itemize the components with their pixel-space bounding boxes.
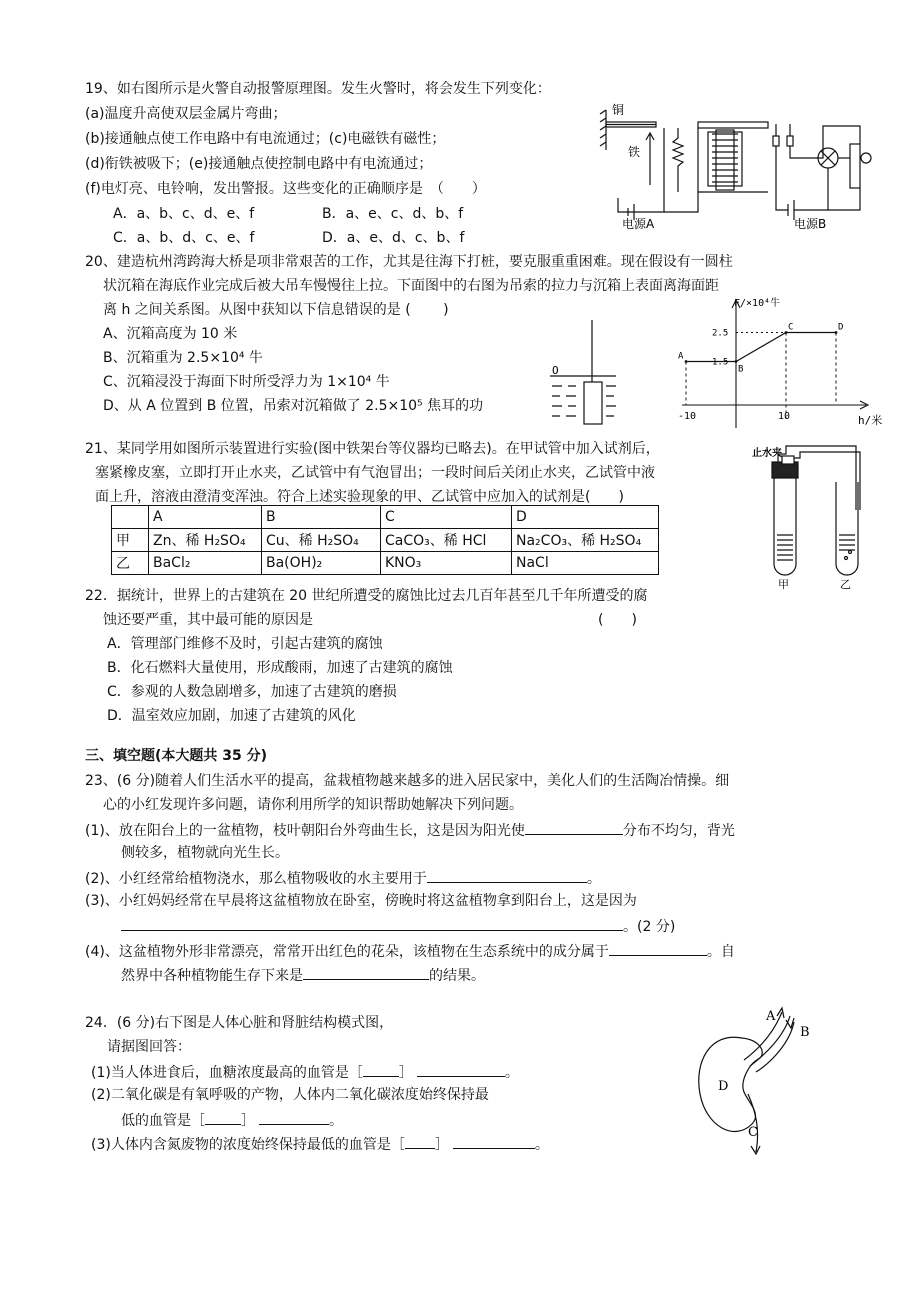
table-cell: 甲 (112, 529, 149, 552)
y-tick-label: 2.5 (712, 328, 729, 339)
q23-part-4 (85, 941, 735, 961)
q23-part-2 (85, 868, 601, 888)
q23-p3-text-b: 。(2 分) (623, 919, 676, 935)
q23-part-1 (85, 820, 735, 840)
table-cell: Cu、稀 H₂SO₄ (262, 529, 381, 552)
q24-p2-name-blank[interactable] (259, 1110, 329, 1125)
q19-option-a: A．a、b、c、d、e、f (113, 206, 255, 222)
table-cell: NaCl (512, 552, 659, 575)
tube-jia-label: 甲 (778, 578, 789, 591)
q24-line-2: 请据图回答： (107, 1039, 191, 1055)
table-header-cell: C (381, 506, 512, 529)
series-line (686, 333, 836, 362)
q23-p2-text-a: (2)、小红经常给植物浇水，那么植物吸收的水主要用于 (85, 871, 427, 887)
q23-p3-answer-blank[interactable] (121, 916, 623, 931)
q22-line-2: 蚀还要严重，其中最可能的原因是 (103, 612, 313, 628)
q20-line-3: 离 h 之间关系图。从图中获知以下信息错误的是 ( ) (103, 302, 449, 318)
q24-part-3 (91, 1134, 549, 1154)
x-tick-label: -10 (678, 411, 697, 422)
q21-line-2: 塞紧橡皮塞，立即打开止水夹，乙试管中有气泡冒出；一段时间后关闭止水夹，乙试管中液 (95, 465, 655, 481)
data-point (685, 360, 688, 363)
q23-p1-text-b: 分布不均匀，背光 (622, 823, 735, 839)
q23-line-1: 23、(6 分)随着人们生活水平的提高，盆栽植物越来越多的进入居民家中，美化人们的生活陶冶情操。细 (85, 773, 730, 789)
q22-line-1: 22．据统计，世界上的古建筑在 20 世纪所遭受的腐蚀比过去几百年甚至几千年所遭受的腐 (85, 588, 648, 604)
point-label: C (788, 322, 794, 333)
q19-option-d: D．a、e、d、c、b、f (322, 230, 465, 246)
q23-p2-answer-blank[interactable] (427, 868, 587, 883)
section-3-title: 三、填空题(本大题共 35 分) (85, 748, 268, 764)
q22-answer-paren: ( ) (598, 612, 637, 628)
y-axis-label: F/×10⁴牛 (734, 298, 781, 309)
q20-line-2: 状沉箱在海底作业完成后被大吊车慢慢往上拉。下面图中的右图为吊索的拉力与沉箱上表面离海面距 (103, 278, 719, 294)
q22-option-b: B．化石燃料大量使用，形成酸雨，加速了古建筑的腐蚀 (107, 660, 453, 676)
q19-line-de: (d)衔铁被吸下；(e)接通触点使控制电路中有电流通过； (85, 156, 433, 172)
x-tick-label: 10 (778, 411, 791, 422)
data-point (735, 360, 738, 363)
fire-alarm-circuit-diagram (598, 100, 880, 230)
q22-option-a: A．管理部门维修不及时，引起古建筑的腐蚀 (107, 636, 383, 652)
water-clamp-label: 止水夹 (752, 448, 782, 459)
test-tube-apparatus (752, 440, 872, 590)
point-label: A (678, 351, 684, 362)
q20-option-a: A、沉箱高度为 10 米 (103, 326, 238, 342)
label-b: B (800, 1025, 810, 1040)
q19-option-c: C．a、b、d、c、e、f (113, 230, 255, 246)
q24-p2-text-c: ］ (241, 1113, 255, 1129)
q20-option-c: C、沉箱浸没于海面下时所受浮力为 1×10⁴ 牛 (103, 374, 390, 390)
q19-option-b: B．a、e、c、d、b、f (322, 206, 464, 222)
label-a: A (766, 1009, 776, 1024)
table-header-row (112, 506, 659, 529)
q24-p3-letter-blank[interactable] (405, 1134, 435, 1149)
kidney-diagram (690, 1002, 830, 1162)
q23-p2-text-b: 。 (586, 871, 601, 887)
table-header-cell: D (512, 506, 659, 529)
q20-option-b: B、沉箱重为 2.5×10⁴ 牛 (103, 350, 263, 366)
q24-p3-text-a: (3)人体内含氮废物的浓度始终保持最低的血管是［ (91, 1137, 405, 1153)
q21-line-3: 面上升，溶液由澄清变浑浊。符合上述实验现象的甲、乙试管中应加入的试剂是( ) (95, 489, 624, 505)
q23-p4-answer-blank-1[interactable] (609, 941, 707, 956)
q23-p1-text-c: 侧较多，植物就向光生长。 (121, 845, 289, 861)
data-point (835, 331, 838, 334)
power-source-a-label: 电源A (622, 217, 655, 231)
q24-p3-text-c: 。 (534, 1137, 549, 1153)
q19-stem: 19、如右图所示是火警自动报警原理图。发生火警时，将会发生下列变化： (85, 81, 551, 97)
y-tick-label: 1.5 (712, 357, 729, 368)
table-cell: Na₂CO₃、稀 H₂SO₄ (512, 529, 659, 552)
q20-line-1: 20、建造杭州湾跨海大桥是项非常艰苦的工作，尤其是往海下打桩，要克服重重困难。现在假设有一圆柱 (85, 254, 733, 270)
table-cell: BaCl₂ (149, 552, 262, 575)
power-source-b-label: 电源B (794, 217, 827, 231)
q23-part-4-cont (121, 965, 485, 985)
q23-p1-answer-blank[interactable] (525, 820, 623, 835)
q19-line-bc: (b)接通触点使工作电路中有电流通过；(c)电磁铁有磁性； (85, 131, 446, 147)
q22-option-c: C．参观的人数急剧增多，加速了古建筑的磨损 (107, 684, 397, 700)
q24-part-1 (91, 1062, 519, 1082)
table-cell: Ba(OH)₂ (262, 552, 381, 575)
table-header-cell: A (149, 506, 262, 529)
q23-p4-text-a: (4)、这盆植物外形非常漂亮，常常开出红色的花朵，该植物在生态系统中的成分属于 (85, 944, 609, 960)
table-cell: CaCO₃、稀 HCl (381, 529, 512, 552)
table-header-cell: B (262, 506, 381, 529)
q23-p3-text-a: (3)、小红妈妈经常在早晨将这盆植物放在卧室，傍晚时将这盆植物拿到阳台上，这是因为 (85, 893, 637, 909)
q23-line-2: 心的小红发现许多问题，请你利用所学的知识帮助她解决下列问题。 (103, 797, 523, 813)
label-d: D (718, 1079, 729, 1094)
origin-o-label: O (552, 364, 559, 377)
caisson-water-figure (548, 320, 620, 428)
q24-p1-text-a: (1)当人体进食后，血糖浓度最高的血管是［ (91, 1065, 363, 1081)
data-point (785, 331, 788, 334)
q23-p4-answer-blank-2[interactable] (303, 965, 429, 980)
q23-p4-text-c: 然界中各种植物能生存下来是 (121, 968, 303, 984)
x-axis-label: h/米 (858, 414, 883, 427)
q24-line-1: 24．(6 分)右下图是人体心脏和肾脏结构模式图， (85, 1015, 394, 1031)
table-row (112, 529, 659, 552)
q24-p3-text-b: ］ (434, 1137, 449, 1153)
force-height-chart (678, 296, 892, 436)
q24-p2-text-a: (2)二氧化碳是有氧呼吸的产物，人体内二氧化碳浓度始终保持最 (91, 1087, 489, 1103)
q21-line-1: 21、某同学用如图所示装置进行实验(图中铁架台等仪器均已略去)。在甲试管中加入试剂后， (85, 441, 660, 457)
label-c: C (748, 1125, 758, 1140)
q23-p4-text-b: 。自 (706, 944, 735, 960)
q24-p2-letter-blank[interactable] (205, 1110, 241, 1125)
q23-p1-text-a: (1)、放在阳台上的一盆植物，枝叶朝阳台外弯曲生长，这是因为阳光使 (85, 823, 525, 839)
table-header-cell (112, 506, 149, 529)
q20-option-d: D、从 A 位置到 B 位置，吊索对沉箱做了 2.5×10⁵ 焦耳的功 (103, 398, 484, 414)
iron-label: 铁 (628, 145, 641, 159)
copper-label: 铜 (612, 103, 625, 117)
point-label: D (838, 322, 844, 333)
q19-line-f: (f)电灯亮、电铃响，发出警报。这些变化的正确顺序是 （ ） (85, 181, 486, 197)
q24-p1-letter-blank[interactable] (363, 1062, 399, 1077)
q24-p2-text-d: 。 (329, 1113, 343, 1129)
table-cell: KNO₃ (381, 552, 512, 575)
tube-yi-label: 乙 (840, 578, 851, 591)
q23-part-3-blank-line (121, 916, 675, 936)
kidney-outline (699, 1037, 762, 1131)
table-cell: 乙 (112, 552, 149, 575)
q24-p2-text-b: 低的血管是［ (121, 1113, 205, 1129)
q24-p3-name-blank[interactable] (453, 1134, 535, 1149)
table-cell: Zn、稀 H₂SO₄ (149, 529, 262, 552)
reagent-table (111, 505, 659, 575)
point-label: B (738, 364, 744, 375)
q23-p4-text-d: 的结果。 (429, 968, 485, 984)
q24-p1-text-c: 。 (504, 1065, 519, 1081)
q24-p1-text-b: ］ (398, 1065, 413, 1081)
table-row (112, 552, 659, 575)
q19-line-a: (a)温度升高使双层金属片弯曲； (85, 106, 287, 122)
q22-option-d: D．温室效应加剧，加速了古建筑的风化 (107, 708, 356, 724)
q24-p1-name-blank[interactable] (417, 1062, 505, 1077)
q24-part-2 (121, 1110, 343, 1130)
